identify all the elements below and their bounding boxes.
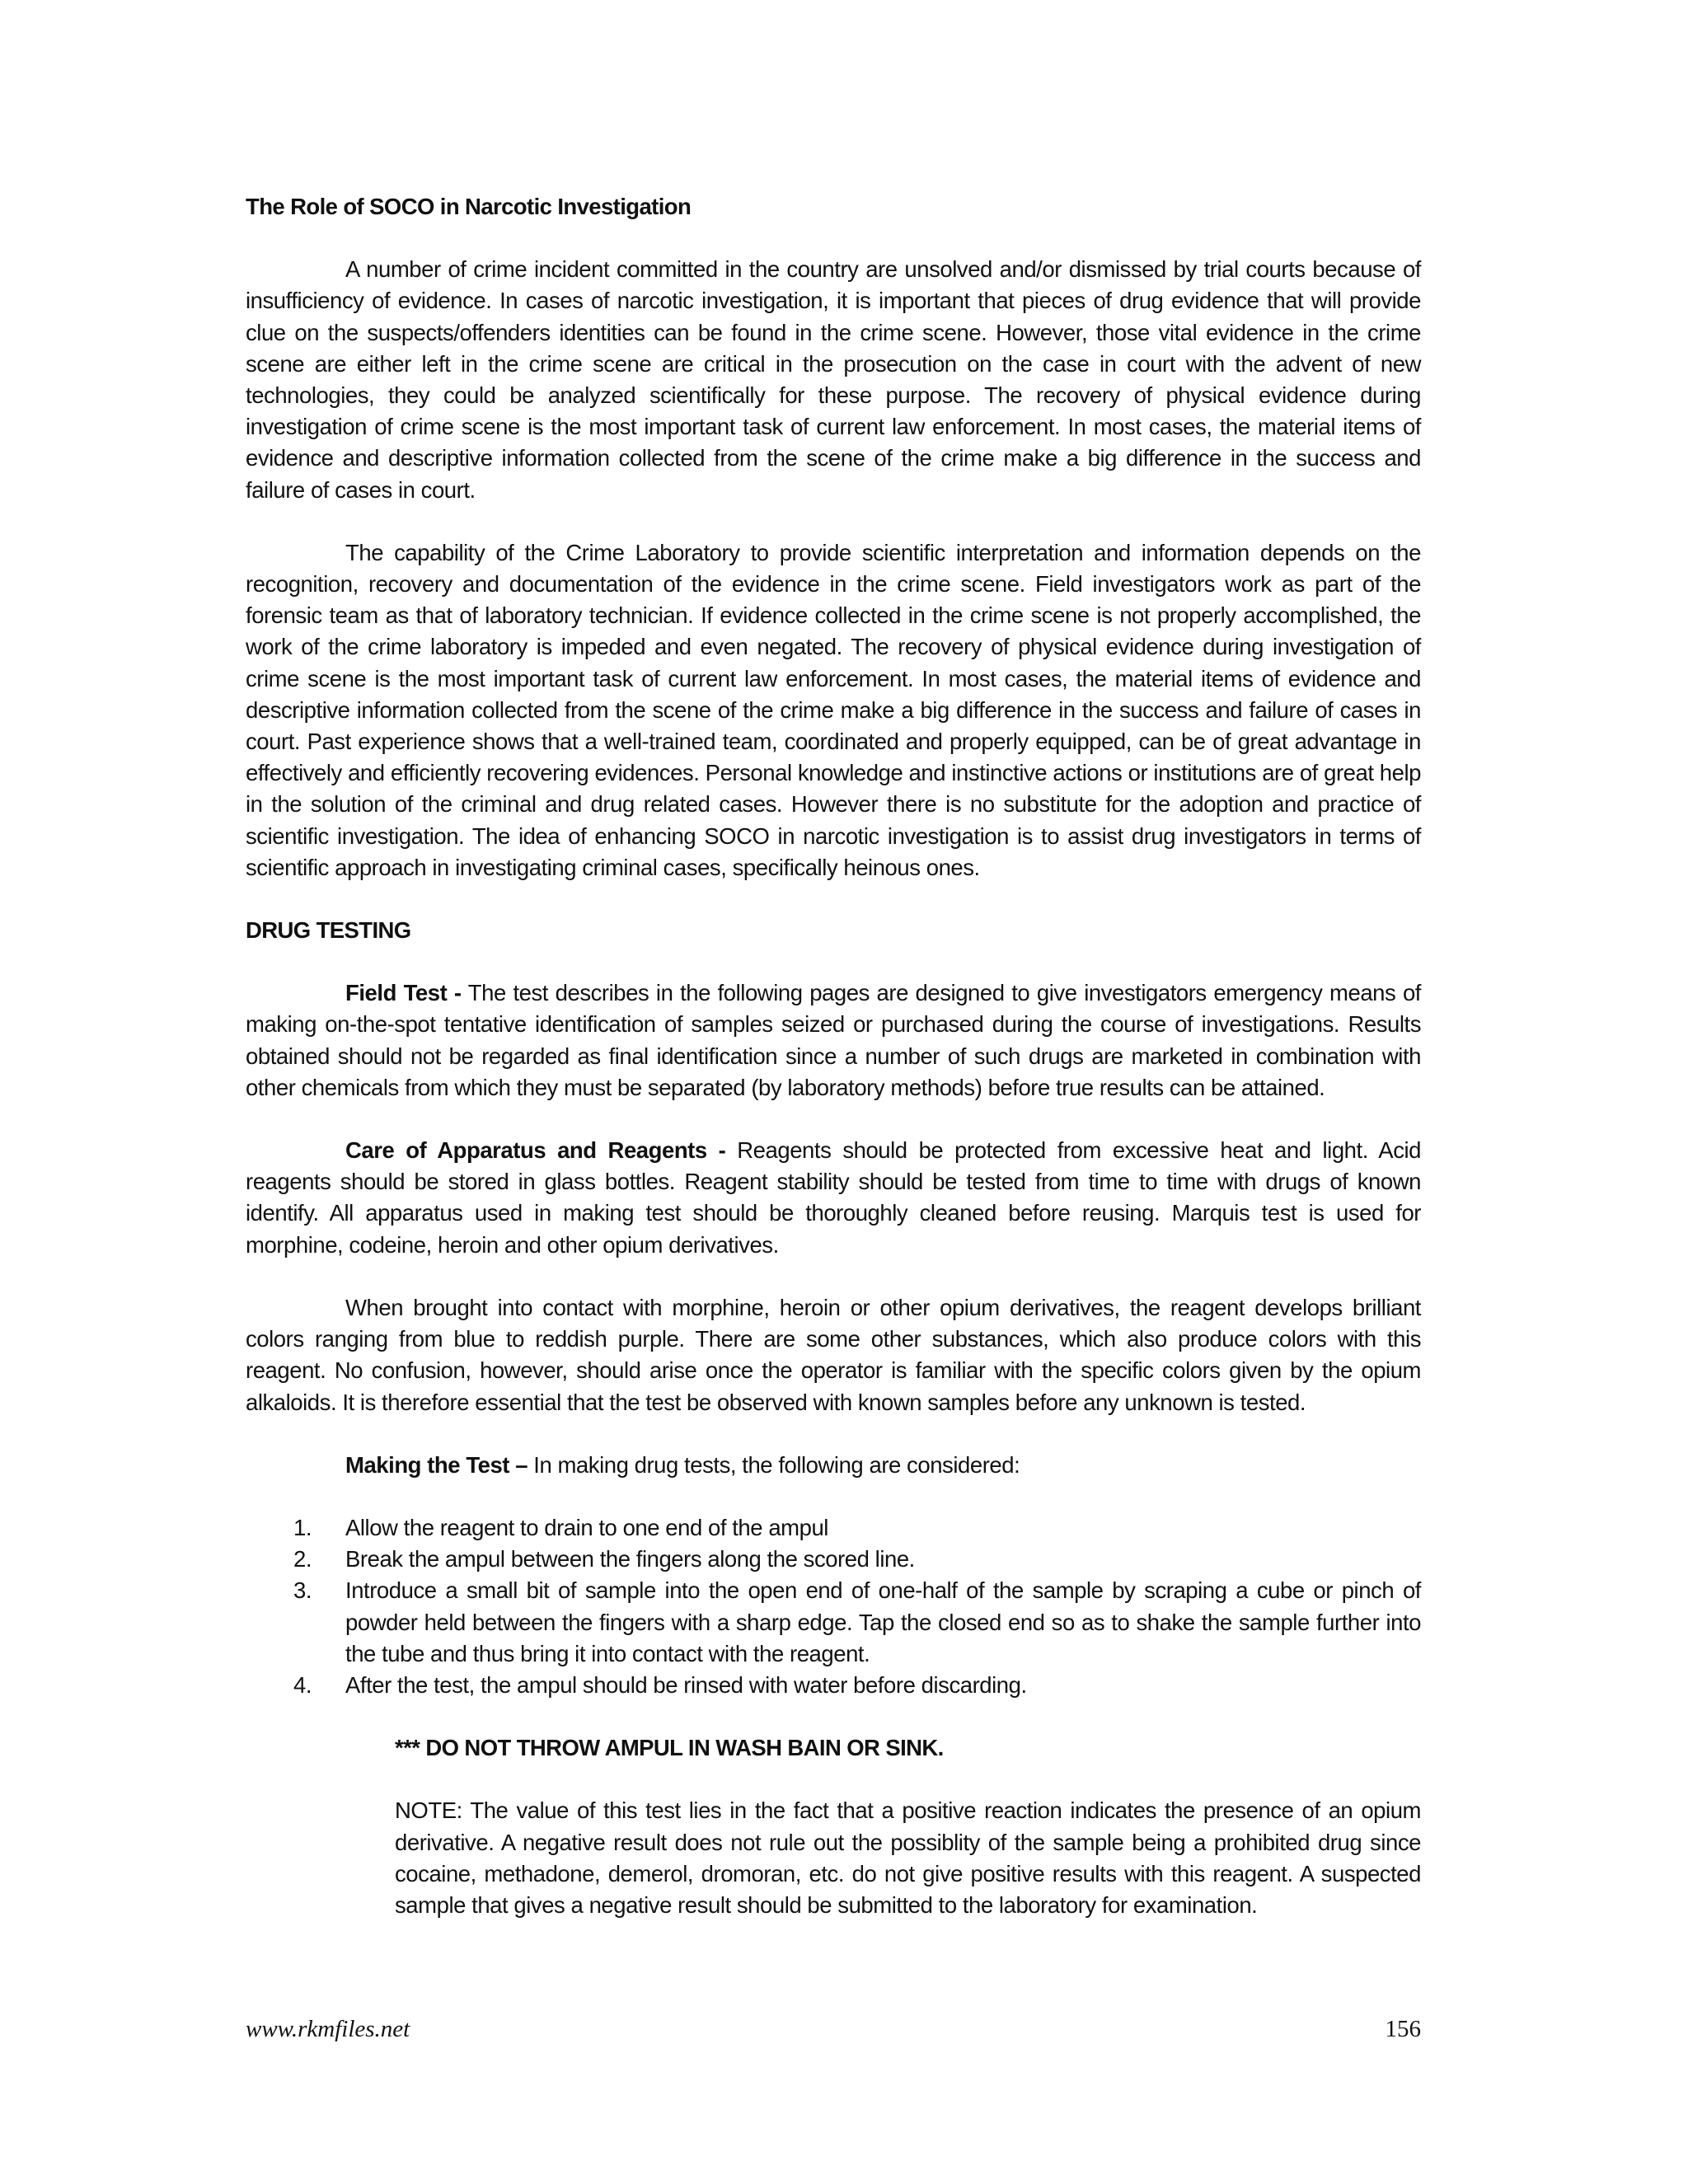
paragraph-crime-incidents: A number of crime incident committed in the country are unsolved and/or dismissed by trial courts because of insufficiency of evidence. In cases of narcotic investigation, it is important that pieces of drug evidence that will provide clue on the suspects/offenders identities can be found in the crime scene. However, those vital evidence in the crime scene are either left in the crime scene are critical in the prosecution on the case in court with the advent of new technologies, they could be analyzed scientifically for these purpose. The recovery of physical evidence during investigation of crime scene is the most important task of current law enforcement. In most cases, the material items of evidence and descriptive information collected from the scene of the crime make a big difference in the success and failure of cases in court. <box>246 256 1421 503</box>
paragraph-field-test <box>246 977 1421 1104</box>
warning-text: *** DO NOT THROW AMPUL IN WASH BAIN OR SINK. <box>395 1735 944 1761</box>
section-title-drug-testing: DRUG TESTING <box>246 917 411 944</box>
list-item-number: 4. <box>293 1671 312 1698</box>
list-item <box>246 1670 1421 1701</box>
list-item-text: Break the ampul between the fingers along the scored line. <box>345 1546 915 1572</box>
list-item-number: 1. <box>293 1514 312 1540</box>
list-item-text: Introduce a small bit of sample into the open end of one-half of the sample by scraping a cube or pinch of powder held between the fingers with a sharp edge. Tap the closed end so as to shake the sample further into the tube and thus bring it into contact with the reagent. <box>345 1577 1421 1666</box>
list-item-number: 3. <box>293 1577 312 1604</box>
making-test-text: In making drug tests, the following are considered: <box>528 1451 1020 1478</box>
steps-list <box>246 1512 1421 1701</box>
page-number: 156 <box>1385 2016 1421 2042</box>
section-title-soco: The Role of SOCO in Narcotic Investigation <box>246 194 692 219</box>
paragraph-making-test <box>246 1450 1421 1481</box>
footer-website: www.rkmfiles.net <box>246 2016 410 2042</box>
list-item-number: 2. <box>293 1546 312 1572</box>
field-test-text: The test describes in the following pages are designed to give investigators emergency means of making on-the-spot tentative identification of samples seized or purchased during the course of investigations. Results obtained should not be regarded as final identification since a number of such drugs are marketed in combination with other chemicals from which they must be separated (by laboratory methods) before true results can be attained. <box>246 980 1421 1100</box>
care-label: Care of Apparatus and Reagents - <box>345 1137 726 1164</box>
list-item <box>246 1544 1421 1575</box>
care-text: Reagents should be protected from excessive heat and light. Acid reagents should be stored in glass bottles. Reagent stability should be tested from time to time with drugs of known identify. All apparatus used in making test should be thoroughly cleaned before reusing. Marquis test is used for morphine, codeine, heroin and other opium derivatives. <box>246 1137 1421 1258</box>
document-page <box>246 191 1421 1921</box>
paragraph-opium-contact: When brought into contact with morphine, heroin or other opium derivatives, the reagent develops brilliant colors ranging from blue to reddish purple. There are some other substances, which also produce colors with this reagent. No confusion, however, should arise once the operator is familiar with the specific colors given by the opium alkaloids. It is therefore essential that the test be observed with known samples before any unknown is tested. <box>246 1294 1421 1415</box>
list-item-text: Allow the reagent to drain to one end of the ampul <box>345 1514 828 1540</box>
paragraph-crime-laboratory: The capability of the Crime Laboratory to provide scientific interpretation and information depends on the recognition, recovery and documentation of the evidence in the crime scene. Field investigators work as part of the forensic team as that of laboratory technician. If evidence collected in the crime scene is not properly accomplished, the work of the crime laboratory is impeded and even negated. The recovery of physical evidence during investigation of crime scene is the most important task of current law enforcement. In most cases, the material items of evidence and descriptive information collected from the scene of the crime make a big difference in the success and failure of cases in court. Past experience shows that a well-trained team, coordinated and properly equipped, can be of great advantage in effectively and efficiently recovering evidences. Personal knowledge and instinctive actions or institutions are of great help in the solution of the criminal and drug related cases. However there is no substitute for the adoption and practice of scientific investigation. The idea of enhancing SOCO in narcotic investigation is to assist drug investigators in terms of scientific approach in investigating criminal cases, specifically heinous ones. <box>246 539 1421 880</box>
note-paragraph: NOTE: The value of this test lies in the fact that a positive reaction indicates the presence of an opium derivative. A negative result does not rule out the possiblity of the sample being a prohibited drug since cocaine, methadone, demerol, dromoran, etc. do not give positive results with this reagent. A suspected sample that gives a negative result should be submitted to the laboratory for examination. <box>395 1797 1421 1918</box>
making-test-label: Making the Test – <box>345 1451 528 1478</box>
list-item-text: After the test, the ampul should be rinsed with water before discarding. <box>345 1671 1027 1698</box>
paragraph-care-of-apparatus <box>246 1135 1421 1261</box>
list-item <box>246 1512 1421 1544</box>
field-test-label: Field Test - <box>345 980 462 1006</box>
list-item <box>246 1575 1421 1670</box>
